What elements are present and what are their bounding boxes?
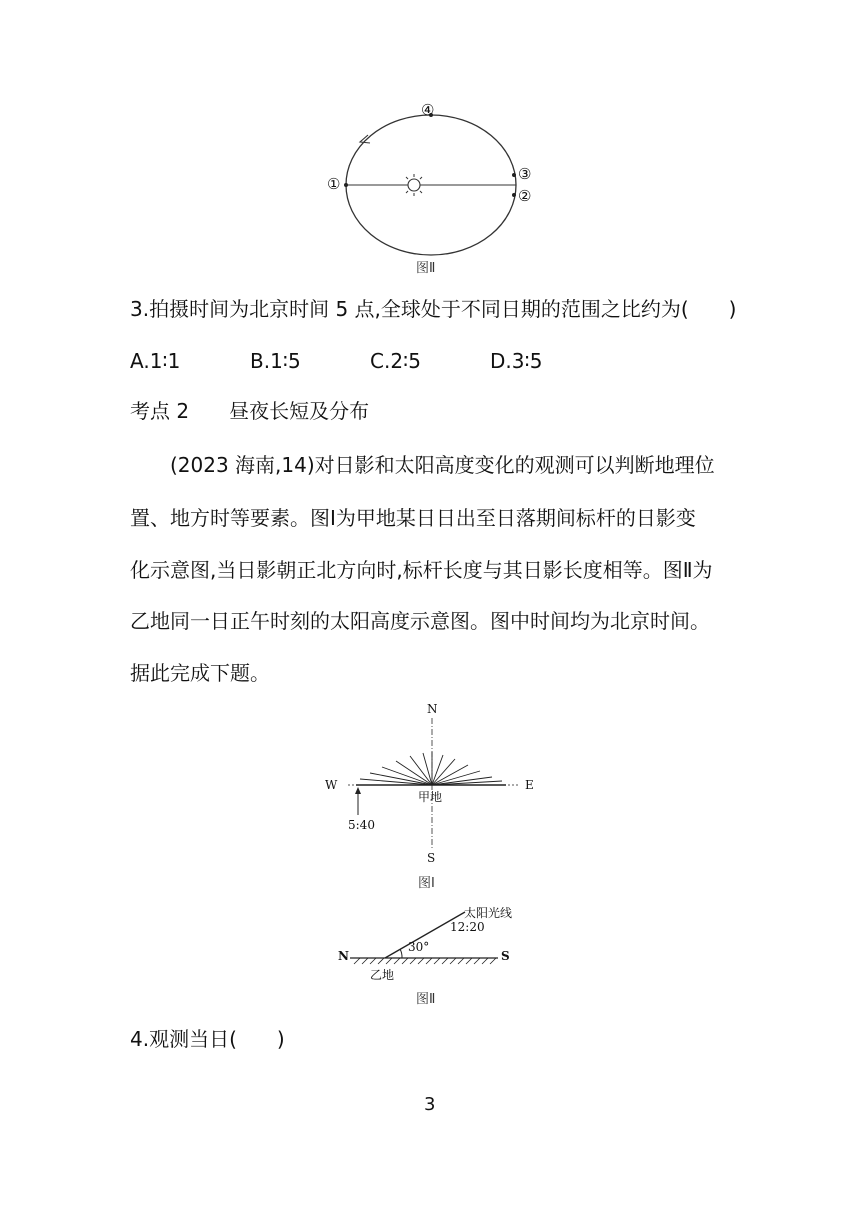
orbit-diagram: [310, 95, 550, 280]
question-3-option-c[interactable]: C.2∶5: [370, 349, 421, 373]
figure2-place-label: 乙地: [370, 968, 395, 982]
question-3-option-d[interactable]: D.3∶5: [490, 349, 543, 373]
sun-angle-figure: [330, 898, 530, 1008]
figure2-south-label: S: [501, 949, 510, 963]
orbit-point-2: [512, 193, 516, 197]
orbit-point-2-label: ②: [518, 187, 532, 205]
passage-line-3: 化示意图,当日影朝正北方向时,标杆长度与其日影长度相等。图Ⅱ为: [130, 558, 713, 582]
passage-line-5: 据此完成下题。: [130, 661, 270, 685]
figure1-south-label: S: [427, 851, 436, 865]
figure1-time-label: 5:40: [348, 818, 375, 832]
section-heading: 考点 2 昼夜长短及分布: [130, 399, 370, 423]
figure2-caption: 图Ⅱ: [416, 992, 436, 1007]
orbit-point-4-label: ④: [421, 101, 435, 119]
question-3-option-b[interactable]: B.1∶5: [250, 349, 301, 373]
figure2-north-label: N: [338, 949, 349, 963]
orbit-point-3: [512, 173, 516, 177]
figure2-time-label: 12:20: [450, 920, 485, 934]
question-3-stem: 3.拍摄时间为北京时间 5 点,全球处于不同日期的范围之比约为( ): [130, 297, 737, 321]
question-4-stem: 4.观测当日( ): [130, 1027, 285, 1051]
orbit-figure-caption: 图Ⅱ: [416, 261, 436, 276]
figure1-east-label: E: [525, 778, 534, 792]
orbit-point-1: [344, 183, 348, 187]
passage-line-1: (2023 海南,14)对日影和太阳高度变化的观测可以判断地理位: [170, 453, 715, 477]
figure1-caption: 图Ⅰ: [418, 876, 435, 891]
shadow-fan: [360, 752, 502, 785]
passage-line-2: 置、地方时等要素。图Ⅰ为甲地某日日出至日落期间标杆的日影变: [130, 506, 696, 530]
figure2-ray-label: 太阳光线: [464, 906, 513, 920]
orbit-point-3-label: ③: [518, 165, 532, 183]
angle-arc: [400, 949, 402, 958]
figure1-north-label: N: [427, 702, 438, 716]
orbit-figure: [310, 95, 550, 280]
page-number: 3: [424, 1094, 436, 1115]
figure2-angle-label: 30°: [408, 940, 430, 954]
figure1-west-label: W: [325, 778, 338, 792]
passage-line-4: 乙地同一日正午时刻的太阳高度示意图。图中时间均为北京时间。: [130, 609, 710, 633]
question-3-option-a[interactable]: A.1∶1: [130, 349, 181, 373]
orbit-point-1-label: ①: [327, 175, 341, 193]
figure1-place-label: 甲地: [418, 790, 443, 804]
shadow-figure: [320, 700, 550, 895]
ground-hatch: [354, 958, 496, 964]
